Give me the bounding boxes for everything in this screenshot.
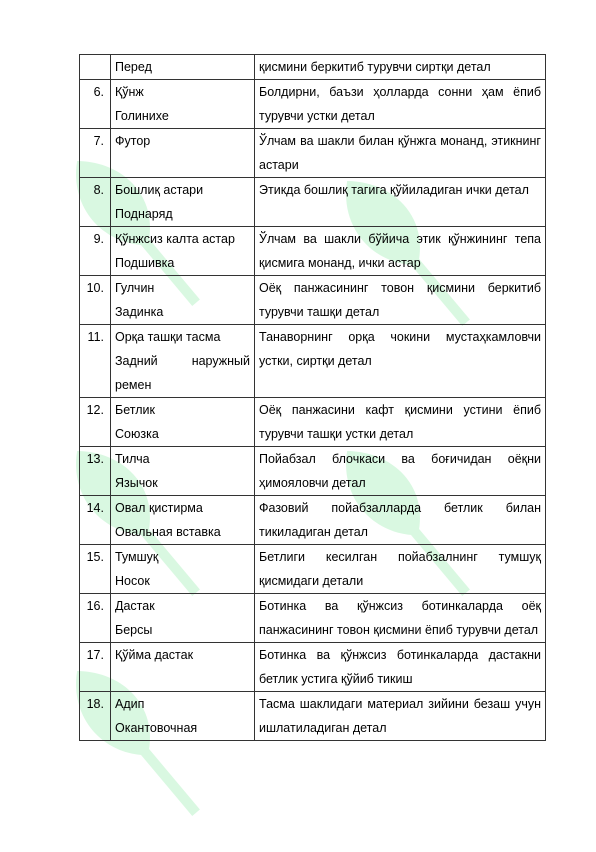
row-number: 12. [80, 398, 111, 447]
term-line: Футор [115, 134, 151, 148]
terms-table [79, 54, 546, 741]
description-cell: Ботинка ва қўнжсиз ботинкаларда оёқ панжасининг товон қисмини ёпиб турувчи детал [255, 594, 546, 643]
row-number: 10. [80, 276, 111, 325]
description-cell: Ўлчам ва шакли билан қўнжга монанд, этикнинг астари [255, 129, 546, 178]
term-line: Подшивка [115, 256, 175, 270]
table-row [80, 594, 546, 643]
table-row [80, 178, 546, 227]
term-cell [111, 276, 255, 325]
table-row [80, 398, 546, 447]
row-number: 8. [80, 178, 111, 227]
term-line: Адип [115, 697, 145, 711]
row-number: 18. [80, 692, 111, 741]
table-row [80, 545, 546, 594]
table-row [80, 276, 546, 325]
term-line: Тилча [115, 452, 150, 466]
table-row [80, 227, 546, 276]
description-cell: Бетлиги кесилган пойабзалнинг тумшуқ қисмидаги детали [255, 545, 546, 594]
term-line: Берсы [115, 623, 153, 637]
description-cell: Этикда бошлиқ тагига қўйиладиган ички детал [255, 178, 546, 227]
table-row [80, 692, 546, 741]
term-line: Язычок [115, 476, 158, 490]
term-cell [111, 80, 255, 129]
term-cell [111, 594, 255, 643]
description-cell: Пойабзал блочкаси ва боғичидан оёқни ҳимояловчи детал [255, 447, 546, 496]
term-cell [111, 398, 255, 447]
term-cell [111, 447, 255, 496]
row-number: 17. [80, 643, 111, 692]
term-line: Овал қистирма [115, 501, 203, 515]
term-line: ремен [115, 378, 152, 392]
term-line: Гулчин [115, 281, 155, 295]
term-cell [111, 496, 255, 545]
table-row [80, 447, 546, 496]
term-line: Овальная вставка [115, 525, 221, 539]
description-cell: Болдирни, баъзи ҳолларда сонни ҳам ёпиб турувчи устки детал [255, 80, 546, 129]
term-cell [111, 178, 255, 227]
term-line: Қўнж [115, 85, 144, 99]
term-cell [111, 643, 255, 692]
description-cell: Ўлчам ва шакли бўйича этик қўнжининг тепа қисмига монанд, ички астар [255, 227, 546, 276]
description-cell: Оёқ панжасининг товон қисмини беркитиб турувчи ташқи детал [255, 276, 546, 325]
term-line: Союзка [115, 427, 159, 441]
term-line: Носок [115, 574, 150, 588]
row-number: 7. [80, 129, 111, 178]
row-number: 15. [80, 545, 111, 594]
description-cell: Танаворнинг орқа чокини мустаҳкамловчи устки, сиртқи детал [255, 325, 546, 398]
term-cell [111, 545, 255, 594]
row-number [80, 55, 111, 80]
term-line: Тумшуқ [115, 550, 159, 564]
row-number: 16. [80, 594, 111, 643]
description-cell: Фазовий пойабзалларда бетлик билан тикиладиган детал [255, 496, 546, 545]
row-number: 13. [80, 447, 111, 496]
table-row [80, 496, 546, 545]
description-cell: Оёқ панжасини кафт қисмини устини ёпиб турувчи ташқи устки детал [255, 398, 546, 447]
description-cell: қисмини беркитиб турувчи сиртқи детал [255, 55, 546, 80]
description-cell: Ботинка ва қўнжсиз ботинкаларда дастакни бетлик устига қўйиб тикиш [255, 643, 546, 692]
terms-table-body [80, 55, 546, 741]
term-line: Дастак [115, 599, 155, 613]
term-line: Қўнжсиз калта астар [115, 232, 235, 246]
term-cell [111, 325, 255, 398]
term-line: Қўйма дастак [115, 648, 194, 662]
term-line: Задинка [115, 305, 164, 319]
row-number: 11. [80, 325, 111, 398]
term-line: Бетлик [115, 403, 155, 417]
table-row [80, 55, 546, 80]
row-number: 14. [80, 496, 111, 545]
term-line: Орқа ташқи тасма [115, 330, 221, 344]
table-row [80, 80, 546, 129]
term-line: Голинихе [115, 109, 169, 123]
term-cell [111, 129, 255, 178]
term-line: Бошлиқ астари [115, 183, 204, 197]
row-number: 6. [80, 80, 111, 129]
term-cell [111, 55, 255, 80]
table-row [80, 325, 546, 398]
term-line: Задний наружный [115, 354, 250, 368]
term-line: Перед [115, 60, 152, 74]
term-line: Поднаряд [115, 207, 173, 221]
table-row [80, 643, 546, 692]
description-cell: Тасма шаклидаги материал зийини безаш учун ишлатиладиган детал [255, 692, 546, 741]
term-cell [111, 692, 255, 741]
table-row [80, 129, 546, 178]
term-line: Окантовочная [115, 721, 198, 735]
term-cell [111, 227, 255, 276]
row-number: 9. [80, 227, 111, 276]
